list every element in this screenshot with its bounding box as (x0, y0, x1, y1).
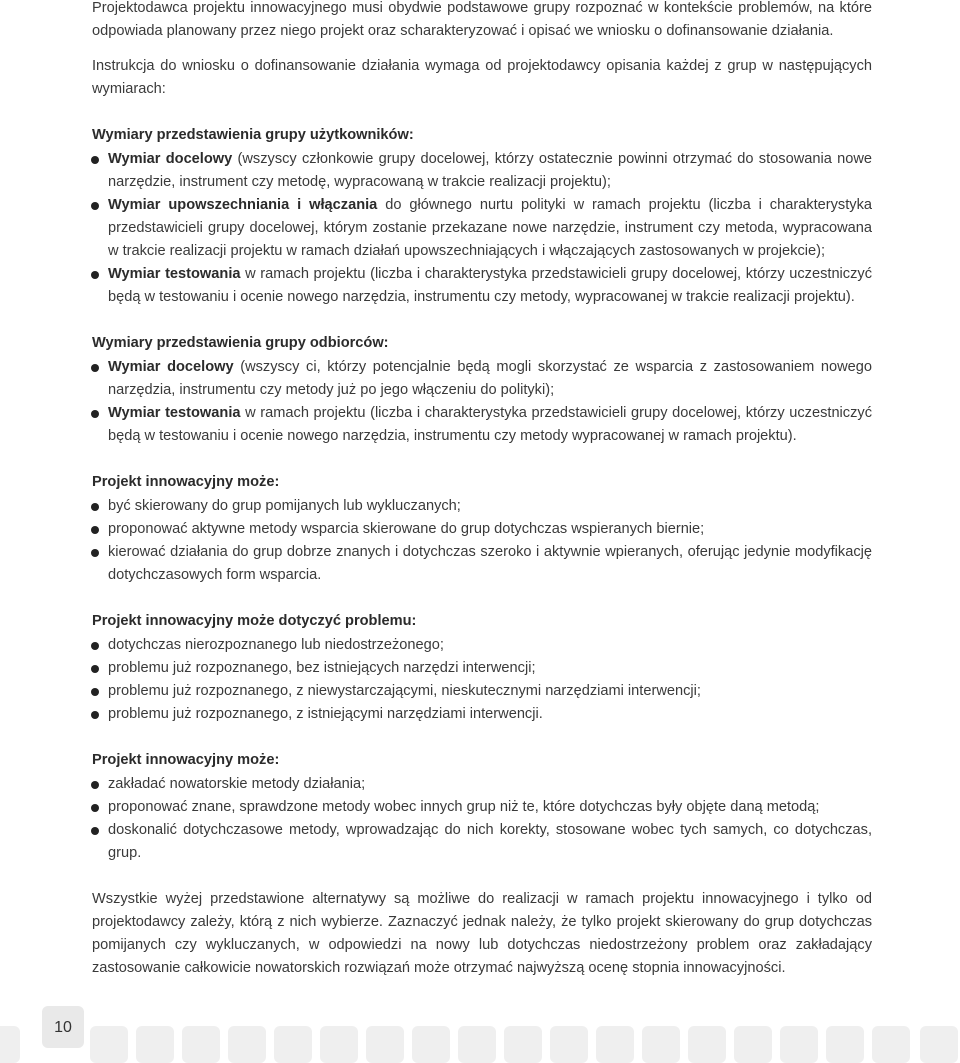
list-item: Wymiar docelowy (wszyscy ci, którzy potencjalnie będą mogli skorzystać ze wsparcia z zastosowaniem nowego narzędzia, instrumentu czy metody już po jego włączeniu do polityki); (92, 356, 872, 402)
problem-heading: Projekt innowacyjny może dotyczyć problemu: (92, 613, 417, 629)
footer-decoration (0, 1026, 960, 1063)
list-item: dotychczas nierozpoznanego lub niedostrzeżonego; (92, 634, 872, 657)
list-item: być skierowany do grup pomijanych lub wykluczanych; (92, 495, 872, 518)
list-item: zakładać nowatorskie metody działania; (92, 773, 872, 796)
users-list (92, 148, 872, 309)
list-item: problemu już rozpoznanego, bez istniejących narzędzi interwencji; (92, 657, 872, 680)
list-item: Wymiar testowania w ramach projektu (liczba i charakterystyka przedstawicieli grupy docelowej, którzy uczestniczyć będą w testowaniu i ocenie nowego narzędzia, instrumentu czy metody wypracowanej w ramach projektu). (92, 402, 872, 448)
list-item: problemu już rozpoznanego, z niewystarczającymi, nieskutecznymi narzędziami interwencji; (92, 680, 872, 703)
list-item: doskonalić dotychczasowe metody, wprowadzając do nich korekty, stosowane wobec tych samych, co dotychczas, grup. (92, 819, 872, 865)
problem-list (92, 634, 872, 726)
recipients-heading: Wymiary przedstawienia grupy odbiorców: (92, 335, 389, 351)
closing-paragraph: Wszystkie wyżej przedstawione alternatywy są możliwe do realizacji w ramach projektu innowacyjnego i tylko od projektodawcy zależy, którą z nich wybierze. Zaznaczyć jednak należy, że tylko projekt skierowany do grup dotychczas pomijanych czy wykluczanych, w odpowiedzi na nowy lub dotychczas niedostrzeżony problem oraz zakładający zastosowanie całkowicie nowatorskich rozwiązań może otrzymać najwyższą ocenę stopnia innowacyjności. (92, 891, 872, 976)
recipients-list (92, 356, 872, 448)
document-body (92, 0, 872, 980)
page-number: 10 (42, 1006, 84, 1048)
list-item: proponować znane, sprawdzone metody wobec innych grup niż te, które dotychczas były objęte daną metodą; (92, 796, 872, 819)
list-item: Wymiar testowania w ramach projektu (liczba i charakterystyka przedstawicieli grupy docelowej, którzy uczestniczyć będą w testowaniu i ocenie nowego narzędzia, instrumentu czy metody, wypracowanej w trakcie realizacji projektu). (92, 263, 872, 309)
may-list-1 (92, 495, 872, 587)
intro-paragraph-2: Instrukcja do wniosku o dofinansowanie działania wymaga od projektodawcy opisania każdej z grup w następujących wymiarach: (92, 58, 872, 97)
users-heading: Wymiary przedstawienia grupy użytkowników: (92, 127, 414, 143)
intro-paragraph-1: Projektodawca projektu innowacyjnego musi obydwie podstawowe grupy rozpoznać w kontekście problemów, na które odpowiada planowany przez niego projekt oraz scharakteryzować i opisać we wniosku o dofinansowanie działania. (92, 0, 872, 39)
may-heading-2: Projekt innowacyjny może: (92, 752, 280, 768)
list-item: Wymiar docelowy (wszyscy członkowie grupy docelowej, którzy ostatecznie powinni otrzymać do stosowania nowe narzędzie, instrument czy metodę, wypracowaną w trakcie realizacji projektu); (92, 148, 872, 194)
list-item: problemu już rozpoznanego, z istniejącymi narzędziami interwencji. (92, 703, 872, 726)
may-heading-1: Projekt innowacyjny może: (92, 474, 280, 490)
list-item: proponować aktywne metody wsparcia skierowane do grup dotychczas wspieranych biernie; (92, 518, 872, 541)
list-item: kierować działania do grup dobrze znanych i dotychczas szeroko i aktywnie wpieranych, oferując jedynie modyfikację dotychczasowych form wsparcia. (92, 541, 872, 587)
list-item: Wymiar upowszechniania i włączania do głównego nurtu polityki w ramach projektu (liczba i charakterystyka przedstawicieli grupy docelowej, którym zostanie przekazane nowe narzędzie, instrument czy metoda, wypracowana w trakcie realizacji projektu w ramach działań upowszechniających i włączających zastosowanych w projekcie); (92, 194, 872, 263)
may-list-2 (92, 773, 872, 865)
